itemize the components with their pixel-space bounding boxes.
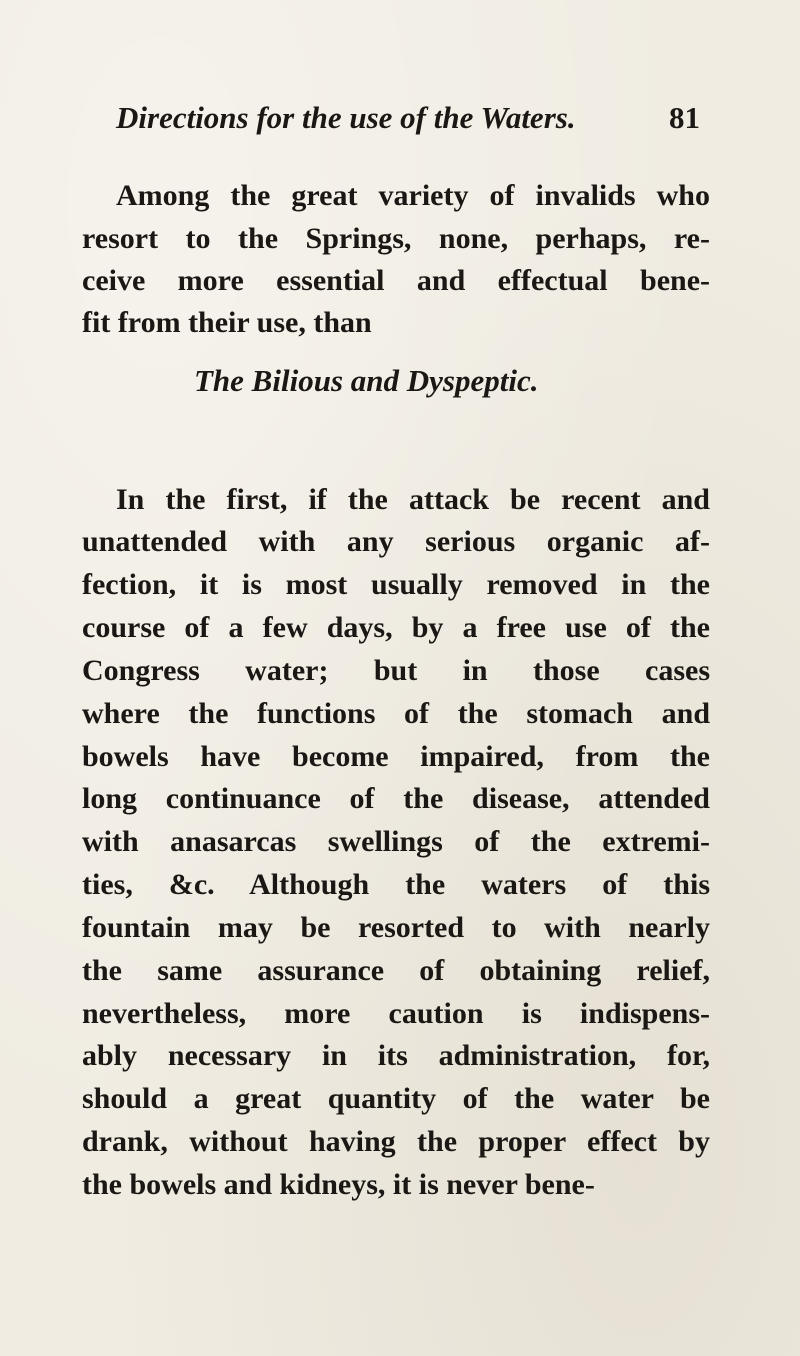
section-subheading: The Bilious and Dyspeptic.	[194, 363, 539, 398]
text-line: unattended with any serious organic af-	[82, 525, 710, 558]
text-line: the same assurance of obtaining relief,	[82, 954, 710, 987]
running-head	[116, 100, 716, 144]
text-line: nevertheless, more caution is indispens-	[82, 997, 710, 1030]
text-line: ties, &c. Although the waters of this	[82, 868, 710, 901]
text-line: ceive more essential and effectual bene-	[82, 264, 710, 297]
running-head-title: Directions for the use of the Waters.	[116, 100, 576, 135]
text-line: with anasarcas swellings of the extremi-	[82, 825, 710, 858]
text-line: the bowels and kidneys, it is never bene-	[82, 1168, 595, 1201]
text-line: Among the great variety of invalids who	[116, 179, 710, 212]
text-line: fection, it is most usually removed in the	[82, 568, 710, 601]
text-line: fit from their use, than	[82, 306, 372, 339]
text-line: should a great quantity of the water be	[82, 1082, 710, 1115]
text-line: course of a few days, by a free use of the	[82, 611, 710, 644]
text-line: ably necessary in its administration, for,	[82, 1039, 710, 1072]
page-number: 81	[669, 100, 700, 135]
text-line: long continuance of the disease, attended	[82, 782, 710, 815]
text-line: bowels have become impaired, from the	[82, 740, 710, 773]
text-line: where the functions of the stomach and	[82, 697, 710, 730]
text-line: drank, without having the proper effect by	[82, 1125, 710, 1158]
text-line: fountain may be resorted to with nearly	[82, 911, 710, 944]
text-line: In the first, if the attack be recent and	[116, 483, 710, 516]
text-line: Congress water; but in those cases	[82, 654, 710, 687]
text-line: resort to the Springs, none, perhaps, re-	[82, 222, 710, 255]
